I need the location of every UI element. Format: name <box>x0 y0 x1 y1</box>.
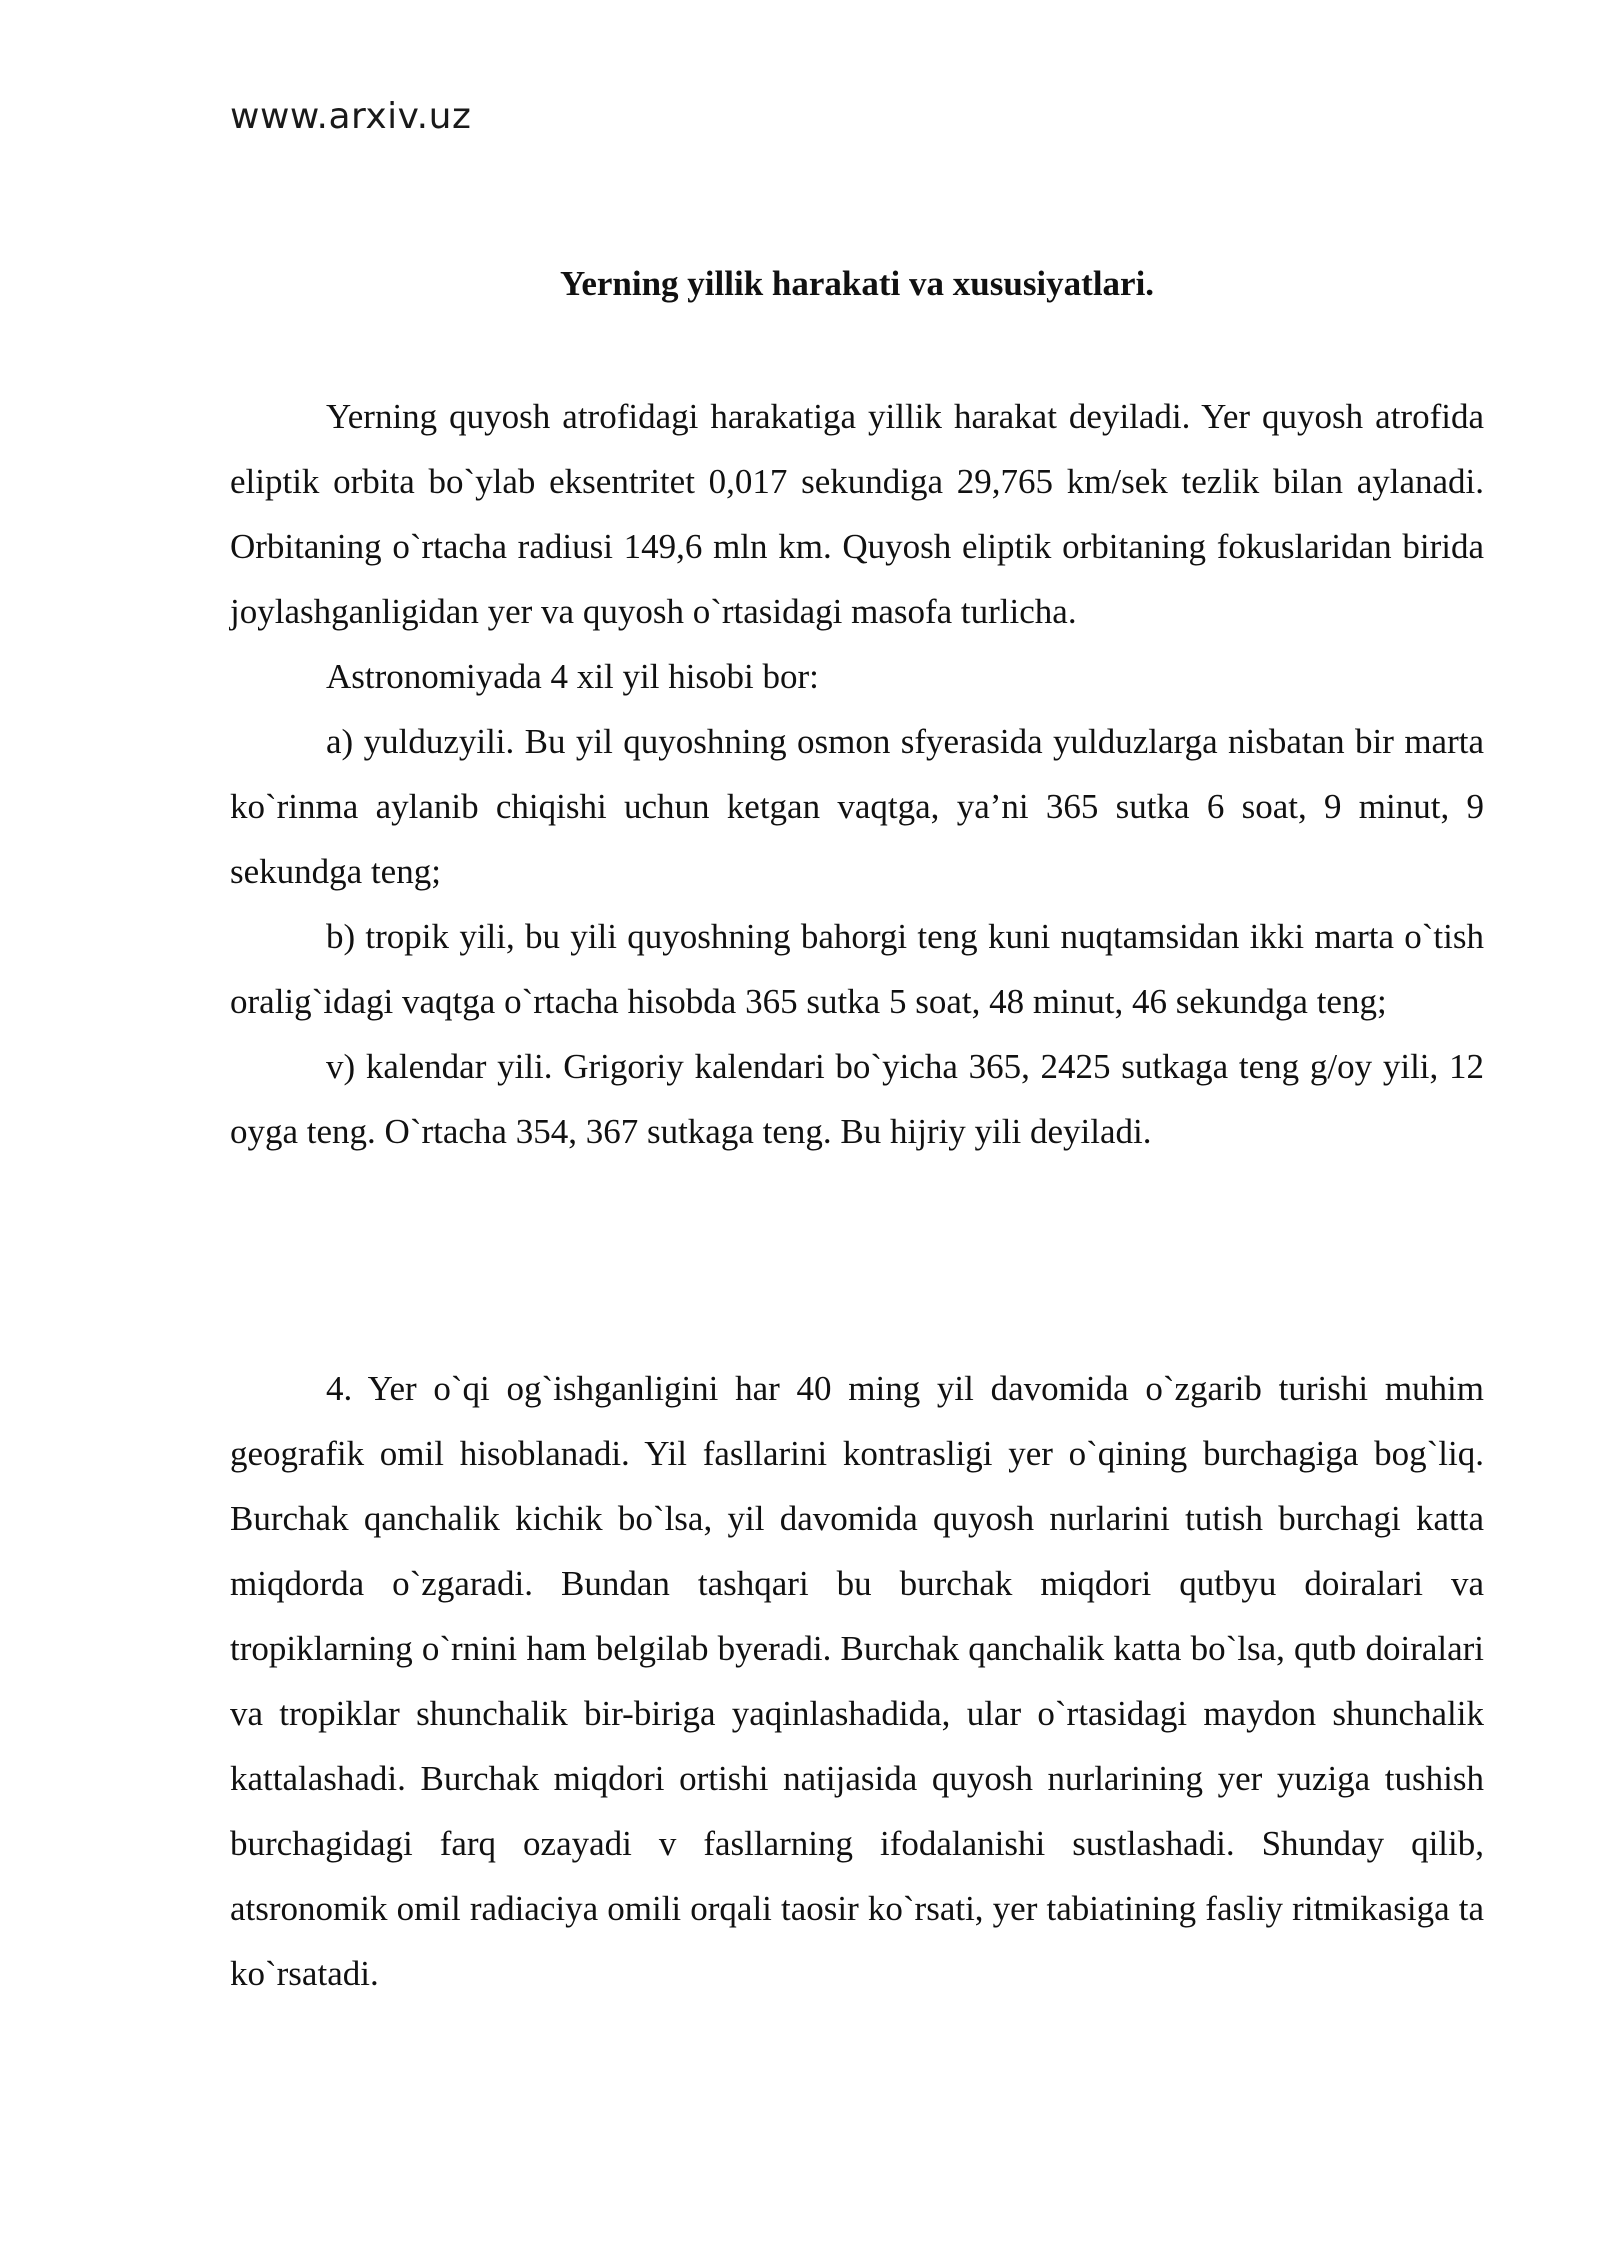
paragraph-intro: Yerning quyosh atrofidagi harakatiga yillik harakat deyiladi. Yer quyosh atrofida eliptik orbita bo`ylab eksentritet 0,017 sekundiga 29,765 km/sek tezlik bilan aylanadi. Orbitaning o`rtacha radiusi 149,6 mln km. Quyosh eliptik orbitaning fokuslaridan birida joylashganligidan yer va quyosh o`rtasidagi masofa turlicha. <box>230 397 1484 631</box>
main-text-section <box>230 384 1484 1164</box>
document-title: Yerning yillik harakati va xususiyatlari. <box>559 264 1155 303</box>
paragraph-calendar-year: v) kalendar yili. Grigoriy kalendari bo`yicha 365, 2425 sutkaga teng g/oy yili, 12 oyga teng. O`rtacha 354, 367 sutkaga teng. Bu hijriy yili deyiladi. <box>230 1047 1484 1151</box>
paragraph-tropical-year: b) tropik yili, bu yili quyoshning bahorgi teng kuni nuqtamsidan ikki marta o`tish oralig`idagi vaqtga o`rtacha hisobda 365 sutka 5 soat, 48 minut, 46 sekundga teng; <box>230 917 1484 1021</box>
axis-tilt-section <box>230 1356 1484 2006</box>
site-watermark: www.arxiv.uz <box>230 96 472 137</box>
paragraph-year-types: Astronomiyada 4 xil yil hisobi bor: <box>326 657 819 696</box>
paragraph-sidereal-year: a) yulduzyili. Bu yil quyoshning osmon sfyerasida yulduzlarga nisbatan bir marta ko`rinma aylanib chiqishi uchun ketgan vaqtga, ya’ni 365 sutka 6 soat, 9 minut, 9 sekundga teng; <box>230 722 1484 891</box>
paragraph-axis-tilt: 4. Yer o`qi og`ishganligini har 40 ming yil davomida o`zgarib turishi muhim geografik omil hisoblanadi. Yil fasllarini kontrasligi yer o`qining burchagiga bog`liq. Burchak qanchalik kichik bo`lsa, yil davomida quyosh nurlarini tutish burchagi katta miqdorda o`zgaradi. Bundan tashqari bu burchak miqdori qutbyu doiralari va tropiklarning o`rnini ham belgilab byeradi. Burchak qanchalik katta bo`lsa, qutb doiralari va tropiklar shunchalik bir-biriga yaqinlashadida, ular o`rtasidagi maydon shunchalik kattalashadi. Burchak miqdori ortishi natijasida quyosh nurlarining yer yuziga tushish burchagidagi farq ozayadi v fasllarning ifodalanishi sustlashadi. Shunday qilib, atsronomik omil radiaciya omili orqali taosir ko`rsati, yer tabiatining fasliy ritmikasiga ta ko`rsatadi. <box>230 1369 1484 1993</box>
